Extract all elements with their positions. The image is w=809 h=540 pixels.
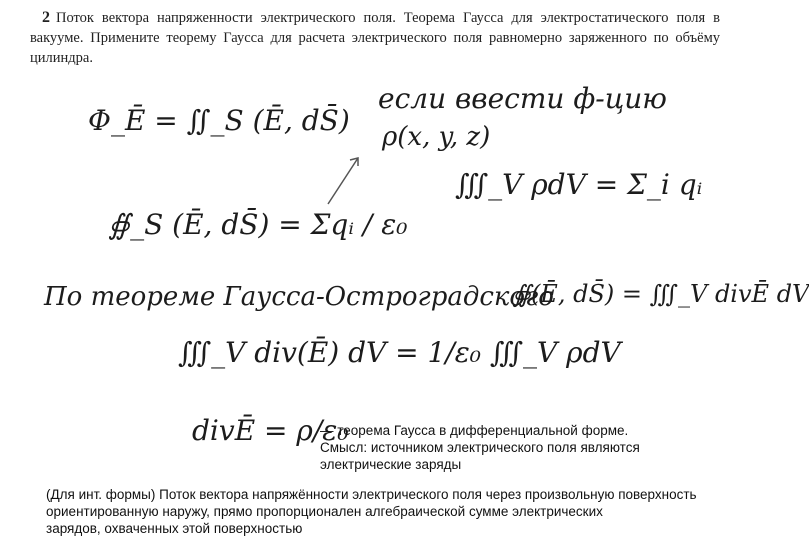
differential-form-formula: divĒ = ρ/ε₀ bbox=[192, 414, 349, 447]
flux-definition-formula: Φ_Ē = ∬_S (Ē, dS̄) bbox=[88, 104, 350, 137]
integral-note bbox=[46, 486, 732, 537]
task-number: 2 bbox=[42, 9, 50, 26]
density-note-line1: если ввести ф-цию bbox=[378, 82, 667, 115]
density-note-line2: ρ(x, y, z) bbox=[382, 122, 491, 152]
gauss-integral-formula: ∯_S (Ē, dS̄) = Σqᵢ / ε₀ bbox=[108, 208, 408, 241]
integral-note-line2: ориентированную наружу, прямо пропорционален алгебраической сумме электрических bbox=[46, 504, 603, 519]
integral-note-line1: (Для инт. формы) Поток вектора напряжённости электрического поля через произвольную поверхность bbox=[46, 487, 697, 502]
differential-note bbox=[320, 422, 640, 473]
differential-note-line3: электрические заряды bbox=[320, 457, 462, 472]
differential-note-line2: Смысл: источником электрического поля являются bbox=[320, 440, 640, 455]
integral-note-line3: зарядов, охваченных этой поверхностью bbox=[46, 521, 303, 536]
ostrogradsky-label: По теореме Гаусса-Остроградского bbox=[44, 282, 554, 312]
charge-volume-formula: ∭_V ρdV = Σ_i qᵢ bbox=[455, 168, 703, 201]
differential-note-line1: — теорема Гаусса в дифференциальной форме. bbox=[320, 423, 629, 438]
task-text: Поток вектора напряженности электрического поля. Теорема Гаусса для электростатического поля в вакууме. Примените теорему Гаусса для расчета электрического поля равномерно заряженного по объёму цилиндра. bbox=[30, 10, 720, 66]
ostrogradsky-formula: ∯(Ē, dS̄) = ∭_V divĒ dV bbox=[512, 280, 809, 308]
divergence-equality-formula: ∭_V div(Ē) dV = 1/ε₀ ∭_V ρdV bbox=[178, 336, 621, 369]
